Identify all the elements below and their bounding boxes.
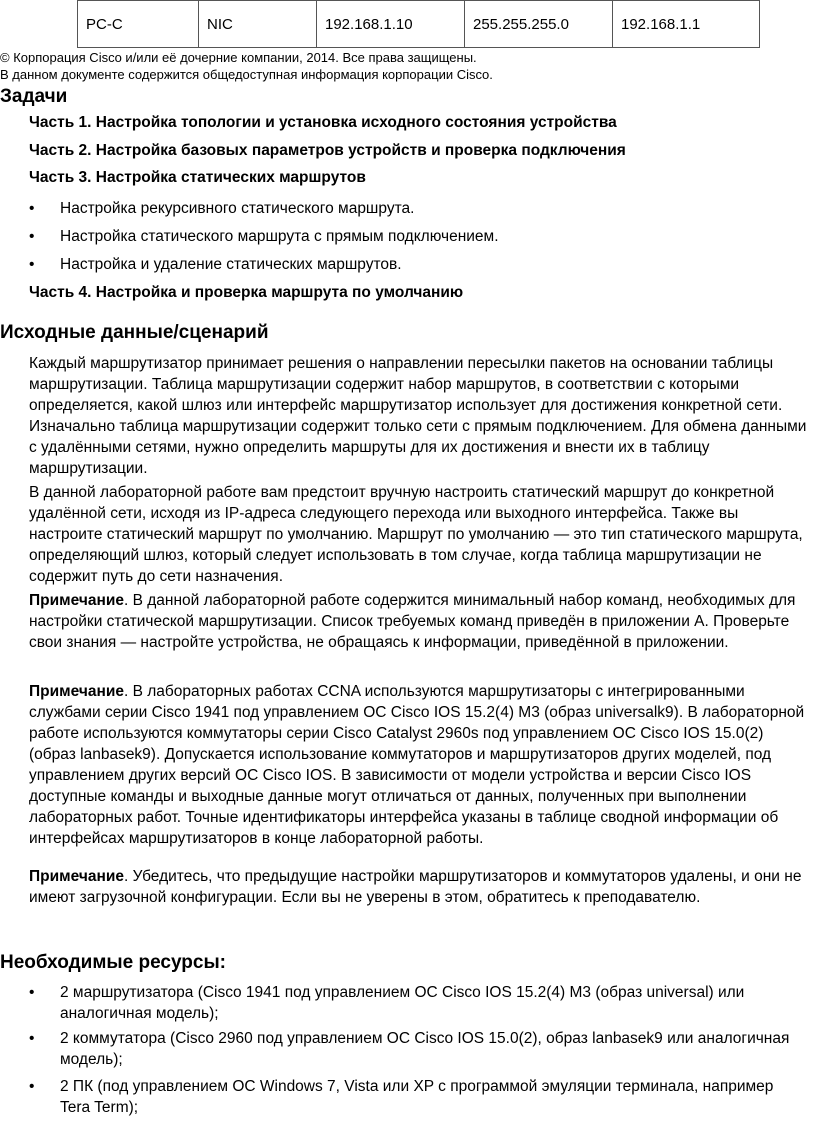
table-cell-ip: 192.168.1.10 — [317, 1, 465, 48]
note-2 — [29, 681, 809, 849]
scenario-heading: Исходные данные/сценарий — [0, 322, 269, 343]
bullet-icon: • — [29, 984, 35, 1001]
table-cell-gateway: 192.168.1.1 — [613, 1, 760, 48]
scenario-paragraph-1: Каждый маршрутизатор принимает решения о направлении пересылки пакетов на основании таблицы маршрутизации. Таблица маршрутизации содержит набор маршрутов, в соответствии с которыми определяется, какой шлюз или интерфейс маршрутизатор использует для достижения конкретной сети. Изначально таблица маршрутизации содержит только сети с прямым подключением. Для обмена данными с удалёнными сетями, нужно определить маршруты для их достижения и внести их в таблицу маршрутизации. — [29, 355, 807, 477]
note-label: Примечание — [29, 683, 124, 700]
resources-heading: Необходимые ресурсы: — [0, 952, 227, 973]
bullet-icon: • — [29, 1030, 35, 1047]
task-part-1: Часть 1. Настройка топологии и установка исходного состояния устройства — [29, 114, 617, 131]
note-label: Примечание — [29, 592, 124, 609]
tasks-heading: Задачи — [0, 86, 68, 107]
bullet-icon: • — [29, 200, 35, 217]
task-part-3: Часть 3. Настройка статических маршрутов — [29, 169, 366, 186]
note-text: . В данной лабораторной работе содержится минимальный набор команд, необходимых для настройки статической маршрутизации. Список требуемых команд приведён в приложении А. Проверьте свои знания — настройте устройства, не обращаясь к информации, приведённой в приложении. — [29, 592, 796, 651]
list-item-text: 2 ПК (под управлением ОС Windows 7, Vista или XP с программой эмуляции терминала, например Tera Term); — [60, 1078, 774, 1116]
list-item-text: Настройка и удаление статических маршрутов. — [60, 256, 402, 273]
note-text: . В лабораторных работах CCNA используются маршрутизаторы с интегрированными службами серии Cisco 1941 под управлением ОС Cisco IOS 15.2(4) M3 (образ universalk9). В лабораторной работе используются коммутаторы серии Cisco Catalyst 2960s под управлением ОС Cisco IOS 15.0(2) (образ lanbasek9). Допускается использование коммутаторов и маршрутизаторов других моделей, под управлением других версий ОС Cisco IOS. В зависимости от модели устройства и версии Cisco IOS доступные команды и выходные данные могут отличаться от данных, полученных при выполнении лабораторных работ. Точные идентификаторы интерфейса указаны в таблице сводной информации об интерфейсах маршрутизаторов в конце лабораторной работы. — [29, 683, 805, 847]
copyright-line: © Корпорация Cisco и/или её дочерние компании, 2014. Все права защищены. — [0, 50, 477, 65]
table-cell-interface: NIC — [199, 1, 317, 48]
table-cell-device: PC-C — [78, 1, 199, 48]
scenario-paragraph-2: В данной лабораторной работе вам предстоит вручную настроить статический маршрут до конкретной удалённой сети, исходя из IP-адреса следующего перехода или выходного интерфейса. Также вы настроите статический маршрут по умолчанию. Маршрут по умолчанию — это тип статического маршрута, определяющий шлюз, который следует использовать в том случае, когда таблица маршрутизации не содержит путь до сети назначения. — [29, 484, 803, 585]
list-item-text: Настройка статического маршрута с прямым подключением. — [60, 228, 499, 245]
bullet-icon: • — [29, 256, 35, 273]
list-item-text: Настройка рекурсивного статического маршрута. — [60, 200, 415, 217]
note-text: . Убедитесь, что предыдущие настройки маршрутизаторов и коммутаторов удалены, и они не имеют загрузочной конфигурации. Если вы не уверены в этом, обратитесь к преподавателю. — [29, 868, 802, 906]
task-part-4: Часть 4. Настройка и проверка маршрута по умолчанию — [29, 284, 464, 301]
bullet-icon: • — [29, 228, 35, 245]
table-row — [78, 1, 760, 48]
bullet-icon: • — [29, 1078, 35, 1095]
list-item-text: 2 коммутатора (Cisco 2960 под управлением ОС Cisco IOS 15.0(2), образ lanbasek9 или аналогичная модель); — [60, 1030, 790, 1068]
public-notice-line: В данном документе содержится общедоступная информация корпорации Cisco. — [0, 67, 493, 82]
task-part-2: Часть 2. Настройка базовых параметров устройств и проверка подключения — [29, 142, 626, 159]
addressing-table — [77, 0, 760, 48]
note-label: Примечание — [29, 868, 124, 885]
list-item-text: 2 маршрутизатора (Cisco 1941 под управлением ОС Cisco IOS 15.2(4) M3 (образ universal) или аналогичная модель); — [60, 984, 745, 1022]
note-1 — [29, 590, 809, 653]
note-3 — [29, 866, 809, 908]
table-cell-mask: 255.255.255.0 — [465, 1, 613, 48]
